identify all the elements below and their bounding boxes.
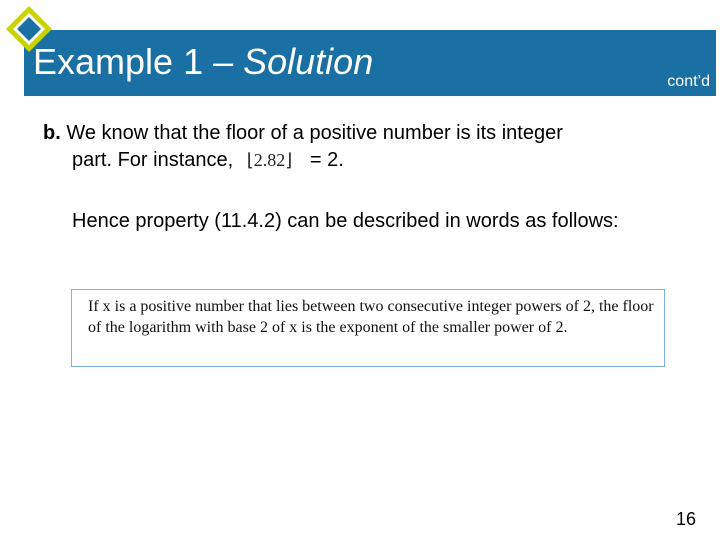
line-2-text-b: = 2. — [309, 149, 344, 171]
title-main: Example 1 – — [33, 41, 244, 82]
floor-value: 2.82 — [253, 150, 286, 170]
page-number: 16 — [675, 509, 696, 529]
part-label: b. — [43, 122, 61, 144]
hence-paragraph: Hence property (11.4.2) can be described in words as follows: — [72, 210, 619, 232]
paragraph-part-b — [43, 120, 693, 174]
property-box: If x is a positive number that lies between two consecutive integer powers of 2, the floor of the logarithm with base 2 of x is the exponent of the smaller power of 2. — [71, 289, 665, 367]
slide-title — [33, 40, 373, 84]
continued-label: cont’d — [667, 73, 710, 90]
floor-expression: ⌊2.82⌋ — [246, 150, 293, 170]
title-emphasis: Solution — [243, 41, 374, 82]
line-2-text-a: part. For instance, — [72, 149, 234, 171]
line-1-text: We know that the floor of a positive number is its integer — [66, 122, 563, 144]
